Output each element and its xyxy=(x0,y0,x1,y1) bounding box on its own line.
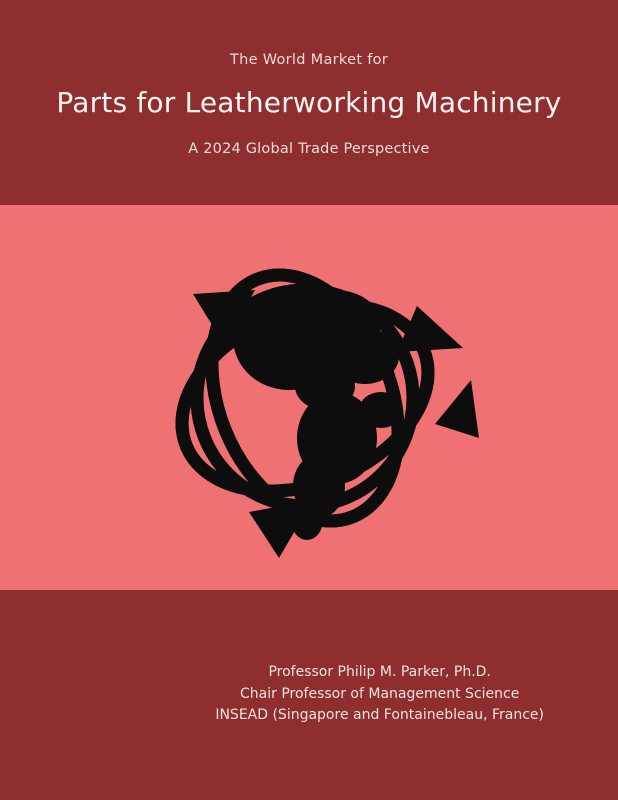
author-name: Professor Philip M. Parker, Ph.D. xyxy=(268,664,491,680)
cover-pre-title: The World Market for xyxy=(229,52,389,68)
cover-title-block xyxy=(0,52,618,157)
author-role: Chair Professor of Management Science xyxy=(240,685,520,702)
author-affiliation: INSEAD (Singapore and Fontainebleau, France) xyxy=(215,707,544,724)
globe-with-circulating-arrows-icon xyxy=(129,228,481,566)
cover-main-title: Parts for Leatherworking Machinery xyxy=(56,86,562,119)
cover-author-block xyxy=(215,662,544,727)
cover-subtitle: A 2024 Global Trade Perspective xyxy=(188,141,430,157)
